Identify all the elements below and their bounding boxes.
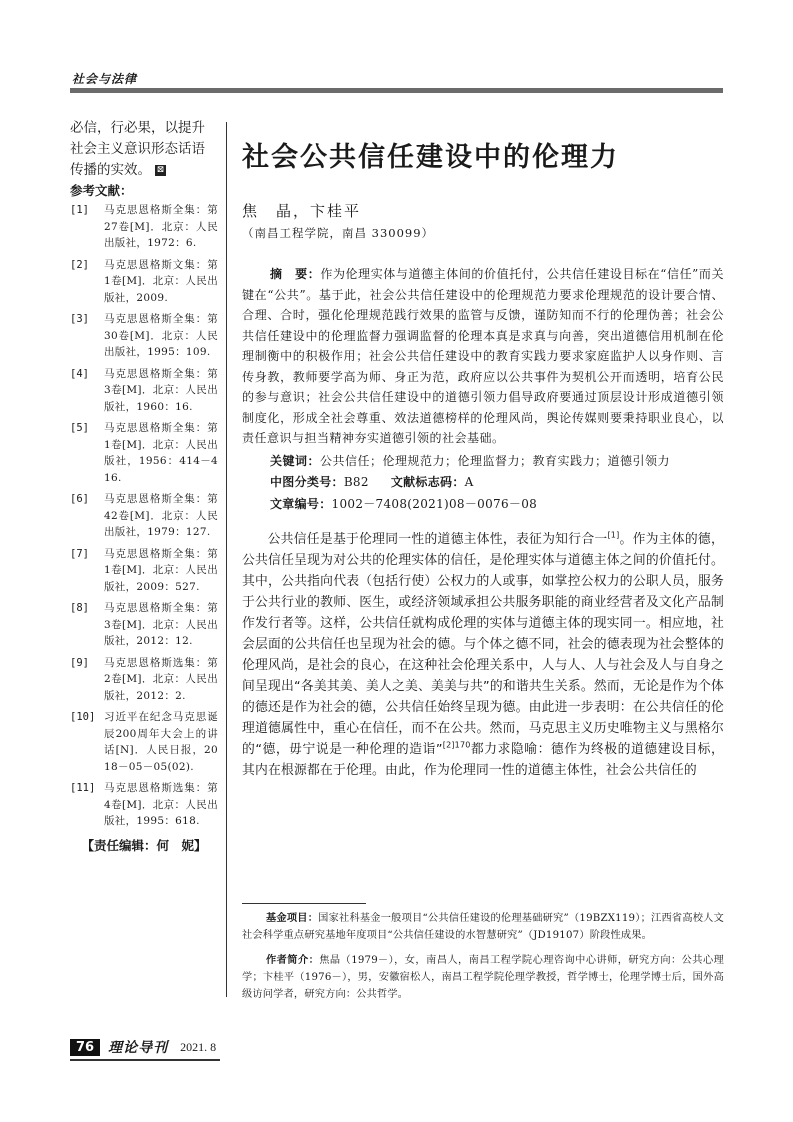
reference-text: 马克思恩格斯选集：第4卷[M]．北京：人民出版社，1995：618. bbox=[104, 782, 218, 827]
reference-text: 马克思恩格斯全集：第42卷[M]．北京：人民出版社，1979：127. bbox=[104, 493, 218, 538]
abstract-label: 摘 要： bbox=[270, 267, 321, 281]
reference-number: [10] bbox=[70, 711, 96, 723]
journal-name: 理论导刊 bbox=[108, 1040, 169, 1056]
reference-item bbox=[70, 780, 218, 830]
article-main bbox=[242, 138, 724, 781]
reference-number: [5] bbox=[70, 422, 89, 434]
journal-issue: 2021. 8 bbox=[180, 1039, 217, 1054]
responsible-editor: 【责任编辑：何 妮】 bbox=[81, 837, 207, 853]
doc-code-value: A bbox=[464, 475, 474, 489]
reference-number: [11] bbox=[70, 782, 96, 794]
abstract-text: 作为伦理实体与道德主体间的价值托付，公共信任建设目标在“信任”而关键在“公共”。基于此，社会公共信任建设中的伦理规范力要求伦理规范的设计要合情、合理、合时，强化伦理规范践行效果的监管与反馈，谨防知而不行的伦理伪善；社会公共信任建设中的伦理监督力强调监督的伦理本真是求真与向善，突出道德信用机制在伦理制衡中的积极作用；社会公共信任建设中的教育实践力要求家庭监护人以身作则、言传身教，教师要学高为师、身正为范，政府应以公共事件为契机公开而透明，培育公民的参与意识；社会公共信任建设中的道德引领力倡导政府要通过顶层设计形成道德引领制度化，形成全社会尊重、效法道德榜样的伦理风尚，舆论传媒则要秉持职业良心，以责任意识与担当精神夯实道德引领的社会基础。 bbox=[242, 267, 724, 445]
body-paragraph bbox=[242, 529, 724, 781]
reference-text: 马克思恩格斯全集：第27卷[M]．北京：人民出版社，1972：6. bbox=[104, 204, 218, 249]
reference-number: [6] bbox=[70, 493, 89, 505]
reference-item bbox=[70, 546, 218, 596]
section-header: 社会与法律 bbox=[72, 72, 138, 86]
article-title: 社会公共信任建设中的伦理力 bbox=[242, 142, 619, 173]
keywords bbox=[242, 451, 724, 472]
previous-article-continuation bbox=[70, 118, 218, 181]
author-note bbox=[242, 952, 724, 1003]
body-text-part1: 公共信任是基于伦理同一性的道德主体性，表征为知行合一 bbox=[267, 532, 608, 547]
keywords-text: 公共信任；伦理规范力；伦理监督力；教育实践力；道德引领力 bbox=[320, 453, 671, 468]
article-authors: 焦 晶，卞桂平 bbox=[242, 202, 362, 220]
article-no-label: 文章编号： bbox=[270, 497, 332, 511]
fund-text: 国家社科基金一般项目“公共信任建设的伦理基础研究”（19BZX119）；江西省高校人文社会科学重点研究基地年度项目“公共信任建设的水智慧研究”（JD19107）阶段性成果。 bbox=[242, 913, 724, 941]
reference-text: 马克思恩格斯选集：第2卷[M]．北京：人民出版社，2012：2. bbox=[104, 656, 218, 702]
reference-item bbox=[70, 491, 218, 541]
reference-text: 马克思恩格斯全集：第1卷[M]．北京：人民出版社，1956：414－416. bbox=[104, 422, 218, 484]
left-column bbox=[70, 118, 218, 856]
footnote-rule bbox=[242, 903, 366, 904]
reference-number: [4] bbox=[70, 367, 89, 380]
reference-item bbox=[70, 655, 218, 705]
fund-label: 基金项目： bbox=[266, 913, 319, 924]
clc-label: 中图分类号： bbox=[270, 475, 344, 489]
article-number-row bbox=[242, 493, 724, 515]
continuation-text: 必信，行必果，以提升社会主义意识形态话语传播的实效。 bbox=[70, 120, 205, 178]
footnotes bbox=[242, 910, 724, 1003]
reference-item bbox=[70, 709, 218, 775]
author-affiliation: （南昌工程学院，南昌 330099） bbox=[242, 226, 435, 240]
reference-item bbox=[70, 311, 218, 361]
reference-text: 马克思恩格斯全集：第3卷[M]．北京：人民出版社，2012：12. bbox=[104, 602, 218, 647]
reference-item bbox=[70, 202, 218, 252]
reference-number: [7] bbox=[70, 547, 89, 560]
reference-text: 马克思恩格斯全集：第1卷[M]．北京：人民出版社，2009：527. bbox=[104, 547, 218, 593]
article-no-value: 1002－7408(2021)08－0076－08 bbox=[331, 497, 538, 511]
reference-number: [8] bbox=[70, 602, 89, 614]
reference-item bbox=[70, 420, 218, 486]
references-title: 参考文献： bbox=[70, 183, 133, 198]
column-divider bbox=[226, 122, 227, 997]
author-bio-text: 焦晶（1979－），女，南昌人，南昌工程学院心理咨询中心讲师，研究方向：公共心理学；卞桂平（1976－），男，安徽宿松人，南昌工程学院伦理学教授，哲学博士，伦理学博士后，国外高级访问学者，研究方向：公共哲学。 bbox=[242, 955, 724, 1000]
reference-item bbox=[70, 600, 218, 650]
citation-1: [1] bbox=[607, 530, 620, 540]
page-footer bbox=[70, 1036, 216, 1058]
reference-list bbox=[70, 202, 218, 830]
reference-number: [9] bbox=[70, 656, 89, 669]
classification-row bbox=[242, 471, 724, 493]
reference-text: 马克思恩格斯全集：第3卷[M]．北京：人民出版社，1960：16. bbox=[104, 367, 218, 413]
reference-number: [2] bbox=[70, 258, 89, 271]
footer-rule bbox=[70, 1059, 220, 1061]
body-text-part2: 。作为主体的德，公共信任呈现为对公共的伦理实体的信任，是伦理实体与道德主体之间的价值托付。其中，公共指向代表（包括行使）公权力的人或事，如掌控公权力的公职人员，服务于公共行业的教师、医生，或经济领域承担公共服务职能的商业经营者及文化产品制作发行者等。这样，公共信任就构成伦理的实体与道德主体的现实同一。相应地，社会层面的公共信任也呈现为社会的德。与个体之德不同，社会的德表现为社会整体的伦理风尚，是社会的良心，在这种社会伦理关系中，人与人、人与社会及人与自身之间呈现出“各美其美、美人之美、美美与共”的和谐共生关系。然而，无论是作为个体的德还是作为社会的德，公共信任始终呈现为德。由此进一步表明：在公共信任的伦理道德属性中，重心在信任，而不在公共。然而，马克思主义历史唯物主义与黑格尔的“德，毋宁说是一种伦理的造诣” bbox=[242, 532, 724, 757]
keywords-label: 关键词： bbox=[270, 453, 321, 468]
doc-code-label: 文献标志码： bbox=[390, 475, 465, 489]
author-bio-label: 作者简介： bbox=[266, 955, 320, 966]
abstract bbox=[242, 264, 724, 449]
reference-text: 马克思恩格斯全集：第30卷[M]．北京：人民出版社，1995：109. bbox=[104, 313, 218, 358]
clc-value: B82 bbox=[343, 475, 369, 489]
reference-text: 马克思恩格斯文集：第1卷[M]．北京：人民出版社，2009. bbox=[104, 258, 218, 304]
reference-number: [1] bbox=[70, 204, 89, 216]
citation-2: [2]170 bbox=[442, 740, 471, 750]
header-rule bbox=[70, 88, 723, 93]
reference-number: [3] bbox=[70, 313, 89, 325]
body-text-part3: 都力求隐喻：德作为终极的道德建设目标，其内在根源都在于伦理。由此，作为伦理同一性的道德主体性，社会公共信任的 bbox=[242, 742, 724, 778]
fund-note bbox=[242, 910, 724, 944]
end-mark-icon: ⊠ bbox=[156, 165, 165, 175]
reference-item bbox=[70, 366, 218, 416]
reference-item bbox=[70, 257, 218, 307]
reference-text: 习近平在纪念马克思诞辰200周年大会上的讲话[N]．人民日报，2018－05－05(02). bbox=[104, 711, 218, 773]
page-number: 76 bbox=[70, 1039, 100, 1056]
